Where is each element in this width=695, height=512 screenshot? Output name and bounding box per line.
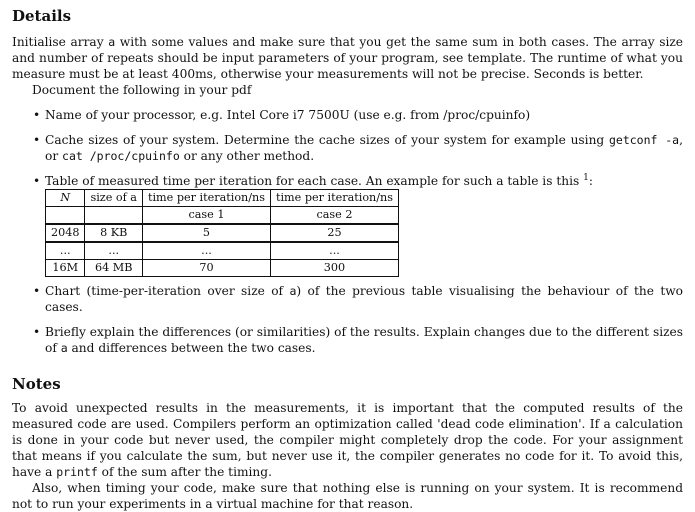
list-item-text	[45, 133, 683, 163]
text-run: Name of your processor, e.g. Intel Core i7 7500U (use e.g. from /proc/cpuinfo)	[45, 108, 531, 122]
table-cell: 2048	[46, 224, 85, 242]
requirements-list	[12, 107, 683, 356]
notes-paragraph: Also, when timing your code, make sure that nothing else is running on your system. It is recommend not to run your experiments in a virtual machine for that reason.	[12, 481, 683, 511]
table-header-cell: time per iteration/ns	[270, 190, 398, 207]
table-cell: ...	[270, 242, 398, 260]
notes-heading: Notes	[12, 375, 61, 393]
details-intro-paragraph	[12, 34, 683, 82]
inline-code: a	[108, 35, 116, 49]
text-run: Briefly explain the differences (or similarities) of the results. Explain changes due to the different sizes of	[45, 325, 683, 355]
table-row	[46, 242, 399, 260]
table-header-cell: size of a	[85, 190, 143, 207]
inline-code: a	[289, 284, 297, 298]
table-row	[46, 260, 399, 277]
inline-code: getconf -a	[608, 133, 680, 147]
document-instruction: Document the following in your pdf	[32, 83, 252, 97]
list-item	[12, 324, 683, 356]
table-cell: 64 MB	[85, 260, 143, 277]
list-item-text	[45, 108, 530, 122]
table-header-cell: N	[46, 190, 85, 207]
table-subheader-cell	[46, 207, 85, 225]
list-item-suffix: :	[588, 174, 593, 188]
table-cell: 70	[142, 260, 270, 277]
text-run: Chart (time-per-iteration over size of	[45, 284, 290, 298]
inline-code: cat /proc/cpuinfo	[62, 149, 180, 163]
table-cell: 5	[142, 224, 270, 242]
table-subheader-cell	[85, 207, 143, 225]
table-cell: ...	[142, 242, 270, 260]
list-item-text	[45, 174, 583, 188]
list-item	[12, 132, 683, 164]
table-cell: ...	[46, 242, 85, 260]
table-cell: 25	[270, 224, 398, 242]
notes-paragraph	[12, 400, 683, 480]
text-run: and differences between the two cases.	[67, 341, 316, 355]
table-header-cell: time per iteration/ns	[142, 190, 270, 207]
bullet-icon: •	[33, 325, 41, 339]
measurement-table	[45, 189, 399, 277]
bullet-icon: •	[33, 284, 41, 298]
text-run: , or	[45, 133, 683, 163]
text-run: Initialise array	[12, 35, 109, 49]
table-subheader-row	[46, 207, 399, 225]
details-heading: Details	[12, 7, 72, 25]
list-item	[12, 107, 683, 123]
bullet-icon: •	[33, 174, 41, 188]
list-item-text	[45, 325, 683, 355]
text-run: To avoid unexpected results in the measurements, it is important that the computed results of the measured code are used. Compilers perform an optimization called 'dead code elimination'. If a calculation is done in your code but never used, the compiler might completely drop the code. For your assignment that means if you calculate the sum, but never use it, the compiler generates no code for it. To avoid this, have a	[12, 401, 683, 479]
text-run: or any other method.	[179, 149, 315, 163]
table-header-row	[46, 190, 399, 207]
bullet-icon: •	[33, 108, 41, 122]
inline-code: printf	[56, 465, 98, 479]
text-run: of the sum after the timing.	[97, 465, 272, 479]
table-cell: ...	[85, 242, 143, 260]
table-cell: 16M	[46, 260, 85, 277]
table-cell: 300	[270, 260, 398, 277]
table-cell: 8 KB	[85, 224, 143, 242]
inline-code: a	[60, 341, 68, 355]
list-item-text	[45, 284, 683, 314]
list-item	[12, 173, 683, 277]
text-run: Cache sizes of your system. Determine the cache sizes of your system for example using	[45, 133, 609, 147]
text-run: ) of the previous table visualising the behaviour of the two cases.	[45, 284, 683, 314]
table-subheader-cell: case 2	[270, 207, 398, 225]
table-row	[46, 224, 399, 242]
bullet-icon: •	[33, 133, 41, 147]
footnote-mark: 1	[583, 172, 589, 183]
list-item	[12, 283, 683, 315]
text-run: Table of measured time per iteration for each case. An example for such a table is this	[45, 174, 584, 188]
text-run: with some values and make sure that you get the same sum in both cases. The array size and number of repeats should be input parameters of your program, see template. The runtime of what you measure must be at least 400ms, otherwise your measurements will not be precise. Seconds is better.	[12, 35, 684, 81]
table-subheader-cell: case 1	[142, 207, 270, 225]
